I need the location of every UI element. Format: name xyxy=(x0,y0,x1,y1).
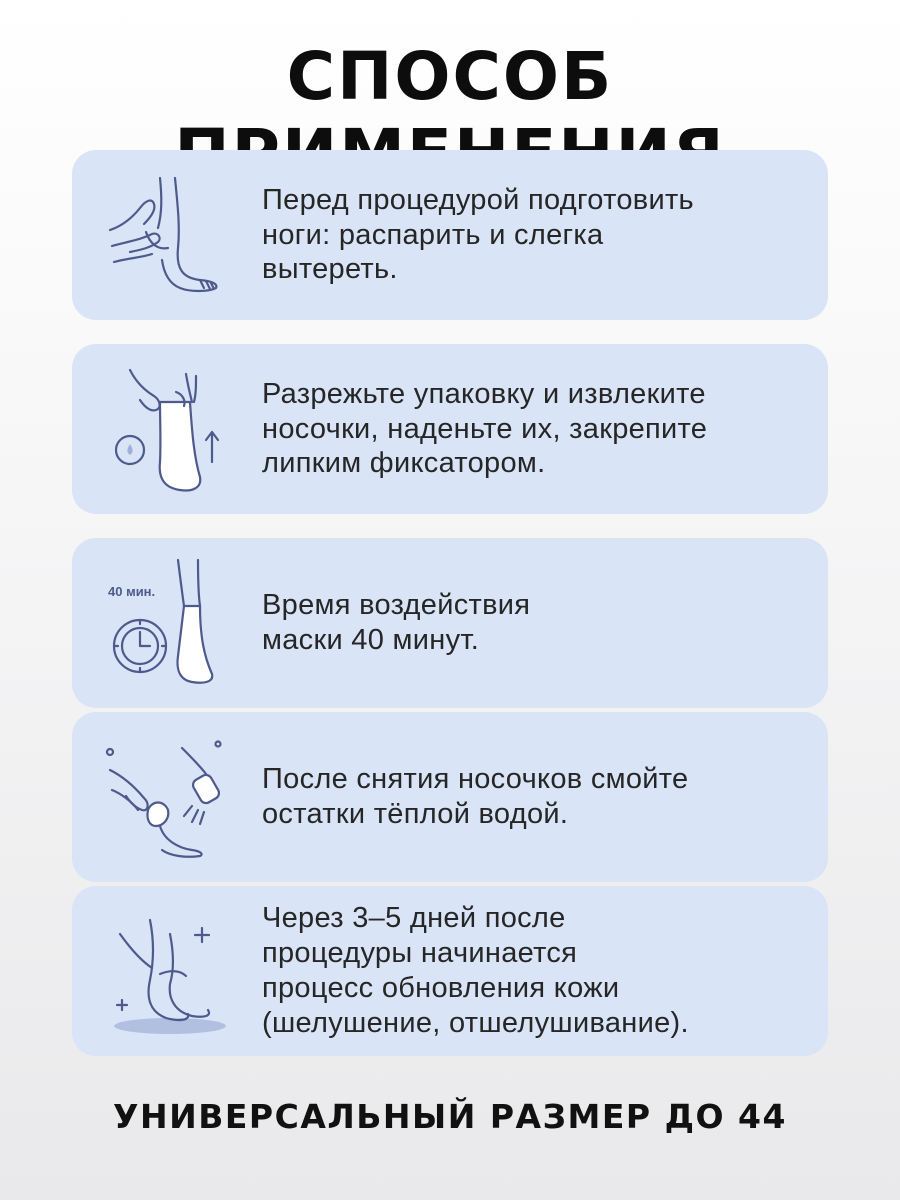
smooth-feet-icon xyxy=(100,904,240,1038)
step-text-4: После снятия носочков смойте остатки тёплой водой. xyxy=(262,763,689,830)
timer-foot-icon xyxy=(100,556,240,690)
step-card-4 xyxy=(72,712,828,882)
shower-wash-icon xyxy=(100,730,240,864)
step-card-3 xyxy=(72,538,828,708)
step-text-3: Время воздействия маски 40 минут. xyxy=(262,589,531,656)
sock-on-icon xyxy=(100,362,240,496)
step-card-2 xyxy=(72,344,828,514)
step-text-1: Перед процедурой подготовить ноги: распарить и слегка вытереть. xyxy=(262,183,694,286)
page-title: СПОСОБ xyxy=(286,38,614,115)
step-card-5 xyxy=(72,886,828,1056)
size-note: УНИВЕРСАЛЬНЫЙ РАЗМЕР ДО 44 xyxy=(113,1097,787,1136)
step-text-5: Через 3–5 дней после процедуры начинается процесс обновления кожи (шелушение, отшелушивание). xyxy=(262,902,689,1039)
step-card-1 xyxy=(72,150,828,320)
step-text-2: Разрежьте упаковку и извлеките носочки, наденьте их, закрепите липким фиксатором. xyxy=(262,377,708,480)
timer-label: 40 мин. xyxy=(108,584,156,599)
foot-massage-icon xyxy=(100,168,240,302)
